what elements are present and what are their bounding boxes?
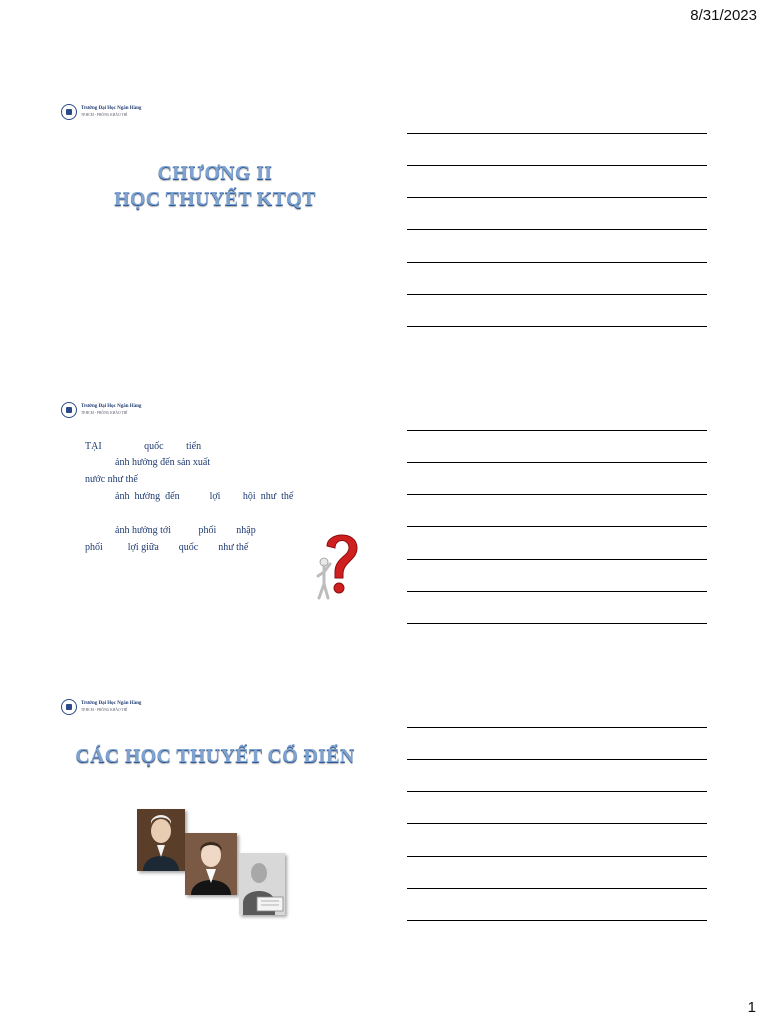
- logo-line-1: Trường Đại Học Ngân Hàng: [81, 404, 142, 409]
- university-logo: [61, 699, 141, 715]
- logo-line-1: Trường Đại Học Ngân Hàng: [81, 701, 142, 706]
- economist-portrait-2-icon: [185, 833, 237, 895]
- university-seal-icon: [61, 104, 77, 120]
- economist-portrait-1-icon: [137, 809, 185, 871]
- slide-1-title-line-1: CHƯƠNG II: [157, 162, 273, 184]
- university-seal-icon: [61, 402, 77, 418]
- logo-line-1: Trường Đại Học Ngân Hàng: [81, 106, 142, 111]
- slide-2-thumbnail: [55, 398, 375, 638]
- university-seal-icon: [61, 699, 77, 715]
- slide-2-body-line-6: phối lợi giữa quốc như thế: [85, 542, 249, 553]
- print-date: 8/31/2023: [690, 7, 757, 24]
- economist-portrait-3-icon: [239, 853, 285, 915]
- slide-3-title: CÁC HỌC THUYẾT CỔ ĐIỂN: [75, 745, 355, 767]
- slide-2-body-line-4: ảnh hưởng đến lợi hội như thế: [85, 491, 294, 502]
- logo-line-2: TP.HCM - PHÒNG KHẢO THÍ: [81, 411, 128, 415]
- question-mark-figure-icon: [313, 528, 363, 602]
- slide-2-body-line-2: ảnh hưởng đến sản xuất: [85, 457, 211, 468]
- page-number: 1: [747, 999, 756, 1016]
- slide-1-title-line-2: HỌC THUYẾT KTQT: [114, 188, 316, 210]
- slide-1-thumbnail: [55, 100, 375, 340]
- slide-2-body-line-3: nước như thế: [85, 474, 138, 485]
- logo-line-2: TP.HCM - PHÒNG KHẢO THÍ: [81, 113, 128, 117]
- university-logo: [61, 104, 141, 120]
- slide-2-body-line-5: ảnh hưởng tới phối nhập: [85, 525, 256, 536]
- university-logo: [61, 402, 141, 418]
- slide-2-body-line-1: TẠI quốc tiến: [85, 441, 202, 452]
- slide-1-title: [55, 160, 375, 212]
- logo-line-2: TP.HCM - PHÒNG KHẢO THÍ: [81, 708, 128, 712]
- slide-3-thumbnail: [55, 695, 375, 935]
